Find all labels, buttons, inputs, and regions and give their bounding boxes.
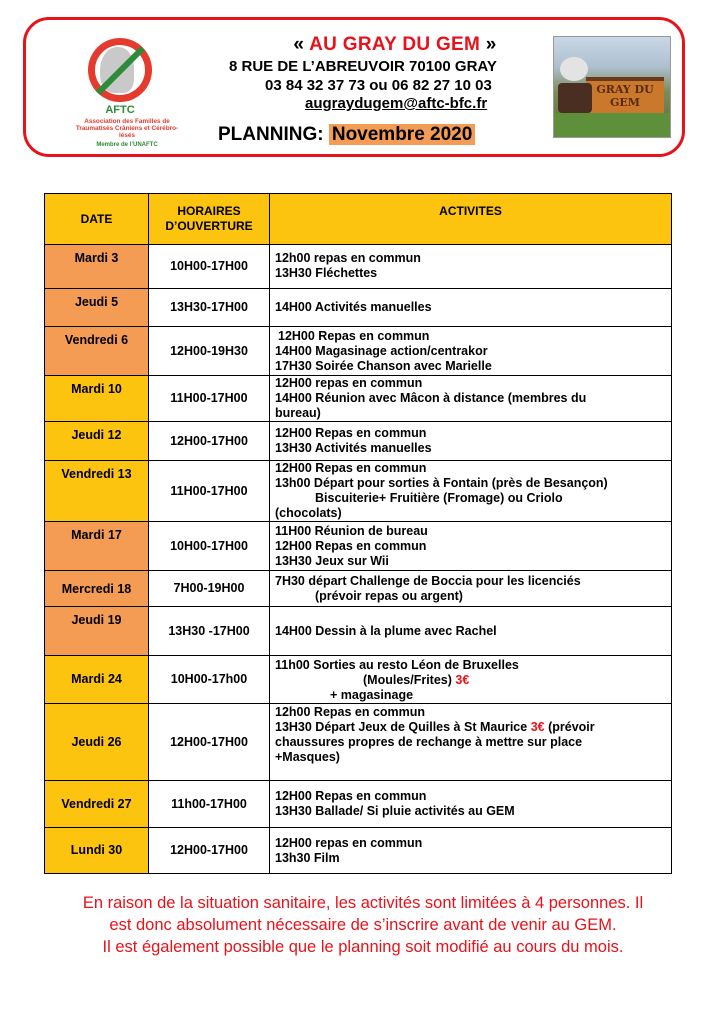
- logo-subtitle: Association des Familles de Traumatisés Crâniens et Cérébro-lésés: [75, 118, 179, 139]
- planning-month: Novembre 2020: [329, 124, 475, 145]
- price-tag: 3€: [455, 673, 470, 687]
- table-row: [45, 522, 672, 571]
- planning-table: [44, 193, 672, 874]
- row-date: Mardi 10: [45, 376, 149, 422]
- table-row: [45, 289, 672, 327]
- address: 8 RUE DE L’ABREUVOIR 70100 GRAY: [229, 58, 497, 75]
- row-hours: 13H30-17H00: [149, 289, 270, 327]
- row-activities: 12H00 Repas en commun 13H30 Ballade/ Si pluie activités au GEM: [270, 781, 672, 828]
- notice-line-1: En raison de la situation sanitaire, les activités sont limitées à 4 personnes. Il: [82, 894, 644, 912]
- row-hours: 10H00-17h00: [149, 656, 270, 704]
- table-row: [45, 828, 672, 874]
- row-activities: 12h00 repas en commun 13H30 Fléchettes: [270, 245, 672, 289]
- row-hours: 11H00-17H00: [149, 376, 270, 422]
- logo-name: AFTC: [105, 104, 135, 116]
- row-hours: 13H30 -17H00: [149, 607, 270, 656]
- row-date: Jeudi 5: [45, 289, 149, 327]
- header-hours: HORAIRES D’OUVERTURE: [149, 194, 270, 245]
- row-date: Jeudi 12: [45, 422, 149, 461]
- row-hours: 12H00-19H30: [149, 327, 270, 376]
- row-activities: 12h00 Repas en commun 13H30 Départ Jeux de Quilles à St Maurice 3€ (prévoir chaussures propres de rechange à mettre sur place +Masques): [270, 704, 672, 781]
- row-activities: 11H00 Réunion de bureau 12H00 Repas en commun 13H30 Jeux sur Wii: [270, 522, 672, 571]
- row-date: Jeudi 26: [45, 704, 149, 781]
- table-row: [45, 245, 672, 289]
- logo-member: Membre de l’UNAFTC: [96, 142, 158, 148]
- notice-line-2: est donc absolument nécessaire de s’inscrire avant de venir au GEM.: [109, 916, 617, 934]
- gem-building-photo: [553, 36, 671, 138]
- price-tag: 3€: [530, 720, 545, 734]
- planning-heading: [218, 124, 475, 146]
- row-hours: 11H00-17H00: [149, 461, 270, 522]
- table-row: [45, 607, 672, 656]
- planning-label: PLANNING:: [218, 124, 324, 145]
- row-hours: 12H00-17H00: [149, 422, 270, 461]
- table-header-row: [45, 194, 672, 245]
- row-date: Mardi 3: [45, 245, 149, 289]
- row-activities: 14H00 Activités manuelles: [270, 289, 672, 327]
- row-activities: 12H00 repas en commun 14H00 Réunion avec Mâcon à distance (membres du bureau): [270, 376, 672, 422]
- row-date: Lundi 30: [45, 828, 149, 874]
- sanitary-notice: [18, 892, 708, 958]
- title-name: AU GRAY DU GEM: [309, 34, 481, 55]
- row-hours: 12H00-17H00: [149, 704, 270, 781]
- header-date: DATE: [45, 194, 149, 245]
- table-row: [45, 571, 672, 607]
- row-activities: 11h00 Sorties au resto Léon de Bruxelles (Moules/Frites) 3€ + magasinage: [270, 656, 672, 704]
- table-row: [45, 327, 672, 376]
- email-link[interactable]: augraydugem@aftc-bfc.fr: [305, 95, 488, 112]
- aftc-logo: [72, 38, 182, 153]
- row-date: Jeudi 19: [45, 607, 149, 656]
- row-hours: 10H00-17H00: [149, 245, 270, 289]
- row-hours: 10H00-17H00: [149, 522, 270, 571]
- notice-line-3: Il est également possible que le planning soit modifié au cours du mois.: [102, 938, 624, 956]
- row-activities: 12H00 repas en commun 13h30 Film: [270, 828, 672, 874]
- table-row: [45, 461, 672, 522]
- row-activities: 12H00 Repas en commun 13h00 Départ pour sorties à Fontain (près de Besançon) Biscuiterie+ Fruitière (Fromage) ou Criolo (chocolats): [270, 461, 672, 522]
- page-title: [230, 34, 560, 56]
- row-date: Vendredi 13: [45, 461, 149, 522]
- row-activities: 12H00 Repas en commun 13H30 Activités manuelles: [270, 422, 672, 461]
- head-profile-icon: [88, 38, 152, 102]
- table-row: [45, 376, 672, 422]
- row-activities: 12H00 Repas en commun 14H00 Magasinage action/centrakor 17H30 Soirée Chanson avec Marielle: [270, 327, 672, 376]
- row-hours: 12H00-17H00: [149, 828, 270, 874]
- table-row: [45, 422, 672, 461]
- row-hours: 7H00-19H00: [149, 571, 270, 607]
- row-activities: 14H00 Dessin à la plume avec Rachel: [270, 607, 672, 656]
- title-close-quote: »: [485, 34, 497, 55]
- row-date: Vendredi 27: [45, 781, 149, 828]
- table-row: [45, 704, 672, 781]
- row-date: Vendredi 6: [45, 327, 149, 376]
- row-activities: 7H30 départ Challenge de Boccia pour les licenciés (prévoir repas ou argent): [270, 571, 672, 607]
- table-row: [45, 781, 672, 828]
- row-date: Mercredi 18: [45, 571, 149, 607]
- table-row: [45, 656, 672, 704]
- row-date: Mardi 24: [45, 656, 149, 704]
- row-hours: 11h00-17H00: [149, 781, 270, 828]
- title-open-quote: «: [293, 34, 305, 55]
- photo-sign: GRAY DU GEM: [596, 83, 654, 109]
- phone-numbers: 03 84 32 37 73 ou 06 82 27 10 03: [265, 77, 492, 94]
- header-activities: ACTIVITES: [270, 194, 672, 245]
- row-date: Mardi 17: [45, 522, 149, 571]
